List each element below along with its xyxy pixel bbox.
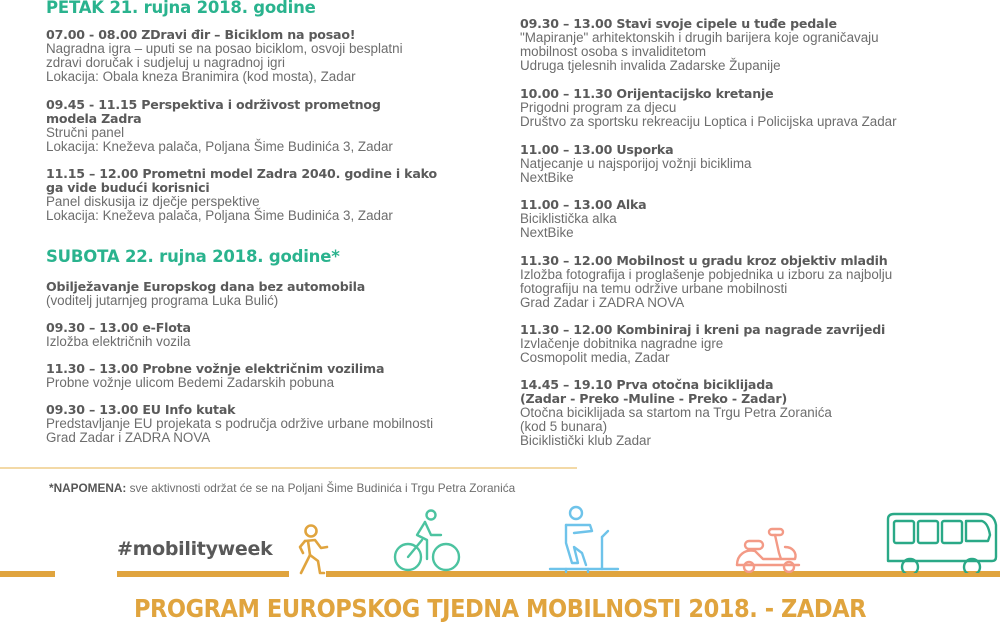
event-title-cont: ga vide budući korisnici [46,180,210,195]
event-title: 09.30 – 13.00 e-Flota [46,320,191,335]
note-label: *NAPOMENA: [49,481,127,495]
cyclist-icon [393,507,461,573]
event-title: Obilježavanje Europskog dana bez automobila [46,279,366,294]
event-saturday-right-1 [520,17,879,73]
event-line: zdravi doručak i sudjeluj u nagradnoj igri [46,55,285,70]
event-friday-3 [46,167,437,223]
event-saturday-right-6 [520,323,885,365]
event-saturday-right-5 [520,254,892,310]
event-line: Izložba električnih vozila [46,334,191,349]
event-line: Izvlačenje dobitnika nagradne igre [520,336,724,351]
event-line: Panel diskusija iz dječje perspektive [46,194,260,209]
elderly-walker-icon [548,503,620,575]
footer-title: PROGRAM EUROPSKOG TJEDNA MOBILNOSTI 2018. - ZADAR [133,594,867,623]
event-title: 11.00 – 13.00 Alka [520,197,647,212]
event-line: Otočna biciklijada sa startom na Trgu Petra Zoranića [520,405,832,420]
event-line: Udruga tjelesnih invalida Zadarske Županije [520,58,781,73]
hashtag: #mobilityweek [117,538,273,560]
event-saturday-left-2 [46,321,191,349]
event-line: NextBike [520,170,574,185]
event-title: 07.00 - 08.00 ZDravi đir – Biciklom na posao! [46,27,356,42]
event-line: Probne vožnje ulicom Bedemi Zadarskih pobuna [46,375,335,390]
event-line: Grad Zadar i ZADRA NOVA [520,295,685,310]
event-friday-2 [46,98,393,154]
event-line: Lokacija: Kneževa palača, Poljana Šime Budinića 3, Zadar [46,208,393,223]
event-line: Natjecanje u najsporijoj vožnji biciklima [520,156,752,171]
friday-heading: PETAK 21. rujna 2018. godine [46,0,316,17]
event-line: (kod 5 bunara) [520,419,608,434]
road-line-segment [117,571,289,577]
saturday-heading: SUBOTA 22. rujna 2018. godine* [46,247,340,266]
event-title: 14.45 – 19.10 Prva otočna biciklijada [520,377,774,392]
event-line: (voditelj jutarnjeg programa Luka Bulić) [46,293,279,308]
scooter-icon [733,525,803,573]
bus-icon [884,511,1000,573]
event-line: Grad Zadar i ZADRA NOVA [46,430,211,445]
event-saturday-right-3 [520,143,751,185]
event-title: 11.30 – 12.00 Mobilnost u gradu kroz objektiv mladih [520,253,888,268]
note-text: sve aktivnosti održat će se na Poljani Šime Budinića i Trgu Petra Zoranića [126,481,516,495]
walking-person-icon [291,523,331,577]
event-saturday-left-1 [46,280,365,308]
event-title: 09.30 – 13.00 Stavi svoje cipele u tuđe pedale [520,16,837,31]
event-line: Izložba fotografija i proglašenje pobjednika u izboru za najbolju [520,267,893,282]
event-line: Društvo za sportsku rekreaciju Loptica i Policijska uprava Zadar [520,114,897,129]
event-saturday-left-4 [46,403,433,445]
road-line-segment [0,571,55,577]
event-line: fotografiju na temu održive urbane mobilnosti [520,281,788,296]
event-line: Lokacija: Kneževa palača, Poljana Šime Budinića 3, Zadar [46,139,393,154]
event-line: mobilnost osoba s invaliditetom [520,44,707,59]
event-line: Biciklistička alka [520,211,617,226]
event-saturday-right-4 [520,198,646,240]
event-line: NextBike [520,225,574,240]
event-line: Lokacija: Obala kneza Branimira (kod mosta), Zadar [46,69,356,84]
event-title-cont: (Zadar - Preko -Muline - Preko - Zadar) [520,391,787,406]
event-saturday-left-3 [46,362,384,390]
event-line: Prigodni program za djecu [520,100,677,115]
event-line: Biciklistički klub Zadar [520,433,651,448]
event-title: 11.00 – 13.00 Usporka [520,142,674,157]
event-line: Predstavljanje EU projekata s područja održive urbane mobilnosti [46,416,434,431]
event-title: 11.15 – 12.00 Prometni model Zadra 2040. godine i kako [46,166,437,181]
section-divider [0,467,577,469]
event-title: 11.30 – 13.00 Probne vožnje električnim vozilima [46,361,385,376]
event-saturday-right-2 [520,87,897,129]
event-line: "Mapiranje" arhitektonskih i drugih barijera koje ograničavaju [520,30,879,45]
event-title: 09.45 - 11.15 Perspektiva i održivost prometnog [46,97,381,112]
event-title-cont: modela Zadra [46,111,142,126]
event-title: 09.30 – 13.00 EU Info kutak [46,402,236,417]
event-line: Nagradna igra – uputi se na posao biciklom, osvoji besplatni [46,41,403,56]
note [49,481,515,495]
event-title: 11.30 – 12.00 Kombiniraj i kreni pa nagrade zavrijedi [520,322,886,337]
event-saturday-right-7 [520,378,832,448]
event-line: Stručni panel [46,125,125,140]
event-line: Cosmopolit media, Zadar [520,350,670,365]
event-friday-1 [46,28,403,84]
event-title: 10.00 – 11.30 Orijentacijsko kretanje [520,86,774,101]
